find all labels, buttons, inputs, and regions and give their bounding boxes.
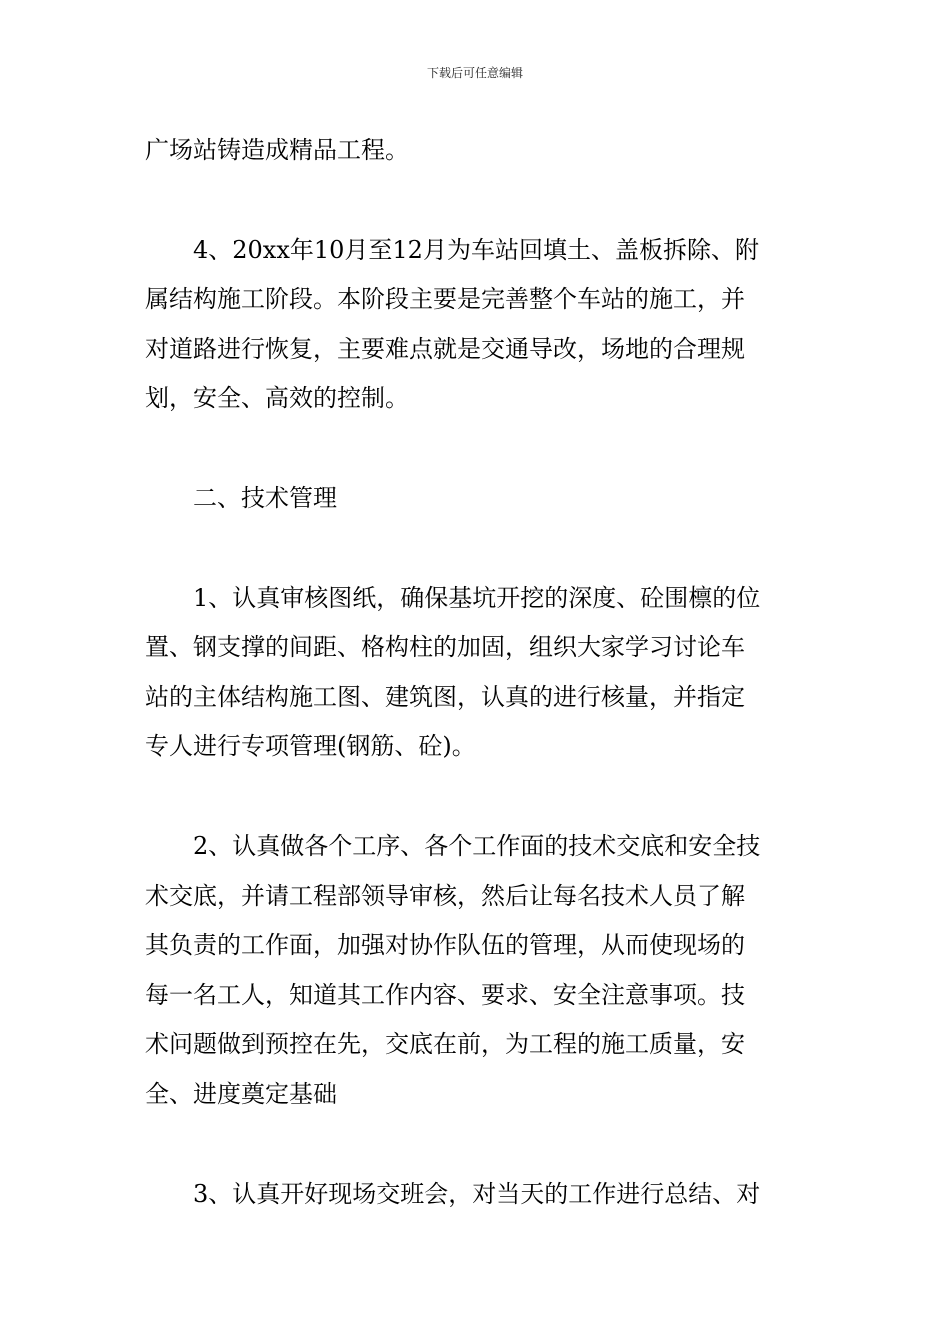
paragraph-line: 置、钢支撑的间距、格构柱的加固，组织大家学习讨论车	[145, 633, 745, 661]
paragraph-line: 专人进行专项管理(钢筋、砼)。	[145, 732, 476, 760]
paragraph-line: 术问题做到预控在先，交底在前，为工程的施工质量，安	[145, 1030, 745, 1058]
paragraph-line: 术交底，并请工程部领导审核，然后让每名技术人员了解	[145, 882, 745, 910]
paragraph-line: 全、进度奠定基础	[145, 1080, 337, 1108]
page-header: 下载后可任意编辑	[426, 66, 523, 80]
paragraph-line: 其负责的工作面，加强对协作队伍的管理，从而使现场的	[145, 931, 745, 959]
paragraph-line: 3、认真开好现场交班会，对当天的工作进行总结、对	[193, 1180, 761, 1208]
paragraph-line: 广场站铸造成精品工程。	[145, 136, 409, 164]
paragraph-line: 对道路进行恢复，主要难点就是交通导改，场地的合理规	[145, 335, 745, 363]
paragraph-line: 属结构施工阶段。本阶段主要是完善整个车站的施工，并	[145, 285, 745, 313]
paragraph-line: 1、认真审核图纸，确保基坑开挖的深度、砼围檩的位	[193, 584, 761, 612]
paragraph-line: 站的主体结构施工图、建筑图，认真的进行核量，并指定	[145, 683, 745, 711]
section-heading: 二、技术管理	[193, 484, 337, 512]
paragraph-line: 每一名工人，知道其工作内容、要求、安全注意事项。技	[145, 981, 745, 1009]
paragraph-line: 划，安全、高效的控制。	[145, 384, 409, 412]
paragraph-line: 2、认真做各个工序、各个工作面的技术交底和安全技	[193, 832, 761, 860]
paragraph-line: 4、20xx年10月至12月为车站回填土、盖板拆除、附	[193, 236, 759, 264]
